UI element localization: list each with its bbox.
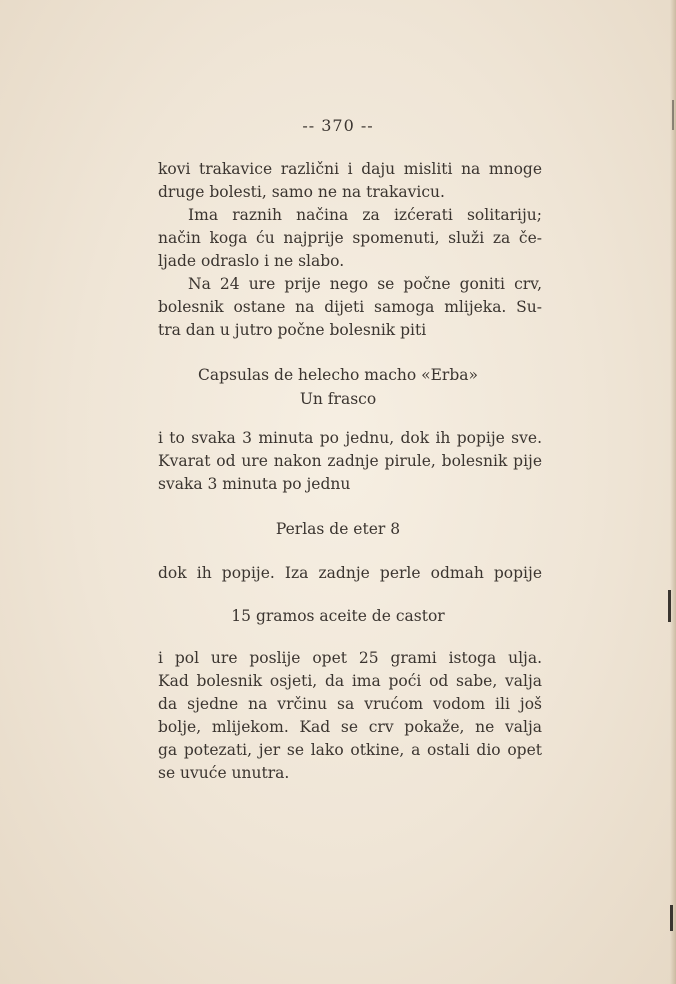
text-line: ga potezati, jer se lako otkine, a ostali dio opet — [158, 741, 542, 759]
text-line: i pol ure poslije opet 25 grami istoga ulja. — [158, 649, 542, 667]
text-line: dok ih popije. Iza zadnje perle odmah popije — [158, 564, 542, 582]
text-line: tra dan u jutro počne bolesnik piti — [158, 321, 427, 339]
paragraph-5 — [158, 562, 542, 585]
text-line: kovi trakavice različni i daju misliti na mnoge — [158, 160, 542, 178]
paragraph-3 — [158, 273, 542, 342]
text-line: i to svaka 3 minuta po jednu, dok ih popije sve. — [158, 429, 542, 447]
text-line: svaka 3 minuta po jednu — [158, 475, 351, 493]
text-line: da sjedne na vrčinu sa vrućom vodom ili još — [158, 695, 542, 713]
prescription-quantity: Un frasco — [299, 390, 377, 408]
paragraph-2 — [158, 204, 542, 273]
text-line: Kad bolesnik osjeti, da ima poći od sabe, valja — [158, 672, 542, 690]
text-line: druge bolesti, samo ne na trakavicu. — [158, 183, 445, 201]
prescription-ether: Perlas de eter 8 — [275, 520, 401, 538]
text-line: Na 24 ure prije nego se počne goniti crv, — [188, 275, 542, 293]
paragraph-6 — [158, 647, 542, 785]
page-number: -- 370 -- — [302, 116, 374, 135]
text-line: način koga ću najprije spomenuti, služi za če- — [158, 229, 542, 247]
text-line: ljade odraslo i ne slabo. — [158, 252, 345, 270]
paragraph-4 — [158, 427, 542, 496]
text-line: bolesnik ostane na dijeti samoga mlijeka. Su- — [158, 298, 542, 316]
prescription-capsules: Capsulas de helecho macho «Erba» — [198, 366, 478, 384]
edge-mark — [668, 590, 671, 622]
edge-mark — [672, 100, 674, 130]
text-line: Ima raznih načina za izćerati solitariju; — [188, 206, 542, 224]
text-line: se uvuće unutra. — [158, 764, 290, 782]
edge-mark — [670, 905, 673, 931]
paragraph-1 — [158, 158, 542, 204]
prescription-castor-oil: 15 gramos aceite de castor — [231, 607, 445, 625]
text-line: bolje, mlijekom. Kad se crv pokaže, ne valja — [158, 718, 542, 736]
page-edge — [670, 0, 676, 984]
text-line: Kvarat od ure nakon zadnje pirule, bolesnik pije — [158, 452, 542, 470]
